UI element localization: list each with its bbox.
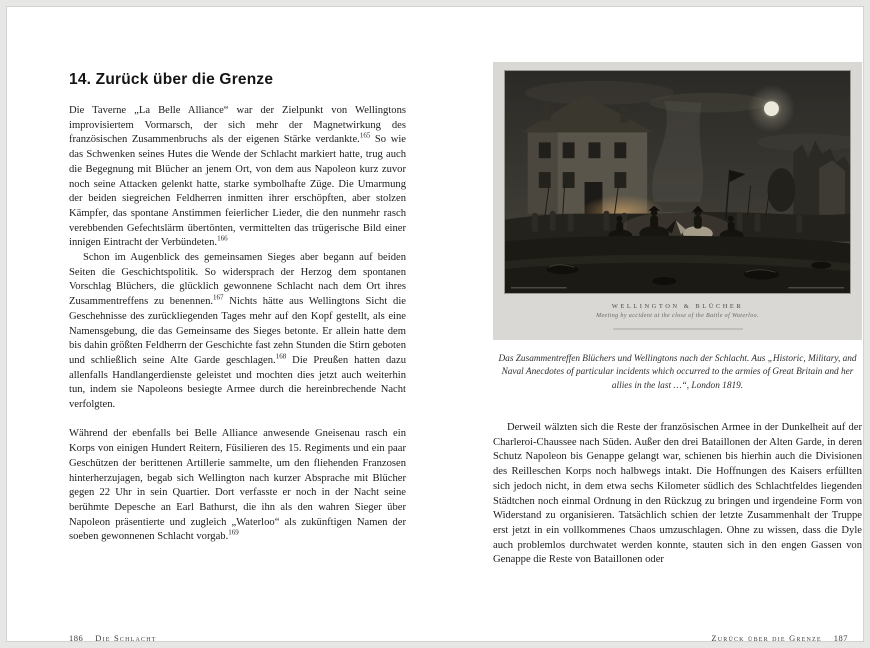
right-page-text-column [493,421,862,568]
running-footer-left [69,633,157,643]
footnote-reference: 167 [213,293,224,302]
footnote-reference: 168 [275,352,287,361]
chapter-heading: 14. Zurück über die Grenze [69,71,274,89]
running-footer-label: Zurück über die Grenze [711,633,822,643]
body-paragraph: Derweil wälzten sich die Reste der französischen Armee in der Dunkelheit auf der Charleroi-Chaussee nach Süden. Außer den drei Bataillonen der Alten Garde, in deren Schutz Napoleon bis Genappe gelangt war, schienen bis hierhin auch die Divisionen des Reilleschen Korps noch halbwegs intakt. Die Hoffnungen des Kaisers erfüllten sich jedoch nicht, in dem etwa sechs Kilometer südlich des Schlachtfeldes liegenden Städtchen noch einmal Ordnung in den Rückzug zu bringen und irgendeine Form von Widerstand zu organisieren. Tatsächlich schien der letzte Zusammenhalt der Truppe erst jetzt in ein vollkommenes Chaos umzuschlagen. Ohne zu wissen, dass die Dyle auch problemlos durchwatet werden konnte, stauten sich in den engen Gassen von Genappe die Reste von Bataillonen oder [493,422,862,566]
page-number: 187 [833,633,848,643]
running-footer-right [711,633,848,643]
page-number: 186 [69,633,84,643]
engraving-plate [493,62,862,340]
footnote-reference: 166 [217,234,228,243]
body-paragraph: Während der ebenfalls bei Belle Alliance anwesende Gneisenau rasch ein Korps von einigen Hundert Reitern, Füsilieren des 15. Regiments und ein paar Geschützen der berittenen Artillerie sammelte, um den fliehenden Franzosen hinterherzujagen, begab sich Wellington nach kurzer Absprache mit Blücher gegen 22 Uhr in sein Quartier. Dort verfasste er noch in der Nacht seine berühmte Depesche an Earl Bathurst, die ihn als den wahren Sieger über Napoleon präsentierte und zugleich „Waterloo“ als zukünftigen Namen der soeben gewonnenen Schlacht vorgab.$^{169}$ [69,428,406,543]
plate-subtitle: Meeting by accident at the close of the Battle of Waterloo. [596,313,759,319]
body-paragraph: Schon im Augenblick des gemeinsamen Sieges aber begann auf beiden Seiten die Geschichtspolitik. So widersprach der Herzog dem spontanen Vorschlag Blüchers, die glücklich gewonnene Schlacht nach dem Ort ihres Zusammentreffens zu benennen.$^{167}$ Nichts hätte aus Wellingtons Sicht die Geschehnisse des zurückliegenden Tages mehr auf den Kopf gestellt, als eine Namensgebung, die das Gemeinsame des Sieges betonte. Er allein hatte dem bis dahin größten Feldherrn der Geschichte fast zehn Stunden die Stirn geboten und schließlich seine Alte Garde geschlagen.$^{168}$ Die Preußen hatten dazu allenfalls Handlangerdienste geleistet und mochten dies jetzt auch weiterhin tun, indem sie Napoleons besiegte Armee durch die hereinbrechende Nacht verfolgten. [69,252,406,411]
running-footer-label: Die Schlacht [95,633,157,643]
book-spread [6,6,864,642]
body-paragraph: Die Taverne „La Belle Alliance“ war der Zielpunkt von Wellingtons improvisiertem Vormarsch, der sich mehr der Magnetwirkung des französischen Zusammenbruchs als der eigenen Stärke verdankte.$^{165}$ So wie das Schwenken seines Hutes die Wende der Schlacht markiert hatte, trug auch die Begegnung mit Blücher an jenem Ort, von dem aus Napoleon kurz zuvor noch seine Attacken gelenkt hatte, starke symbolhafte Züge. Die Umarmung der beiden siegreichen Feldherren inmitten ihrer erschöpften, aber stolzen Kämpfer, das spontane Anstimmen feierlicher Lieder, die den nunmehr rasch verebbenden Gefechtslärm übertönten, vermittelten das trügerische Bild einer innigen Eintracht der Verbündeten.$^{166}$ [69,105,406,249]
figure-caption: Das Zusammentreffen Blüchers und Wellingtons nach der Schlacht. Aus „Historic, Military, and Naval Anecdotes of particular incidents which occurred to the armies of Great Britain and her allies in the last …“, London 1819. [498,354,857,391]
left-page-text-column [69,104,406,545]
engraving-illustration [504,70,851,294]
footnote-reference: 169 [228,528,239,537]
plate-imprint-line [613,328,743,330]
plate-title: WELLINGTON & BLÜCHER [611,303,744,310]
footnote-reference: 165 [359,131,371,140]
